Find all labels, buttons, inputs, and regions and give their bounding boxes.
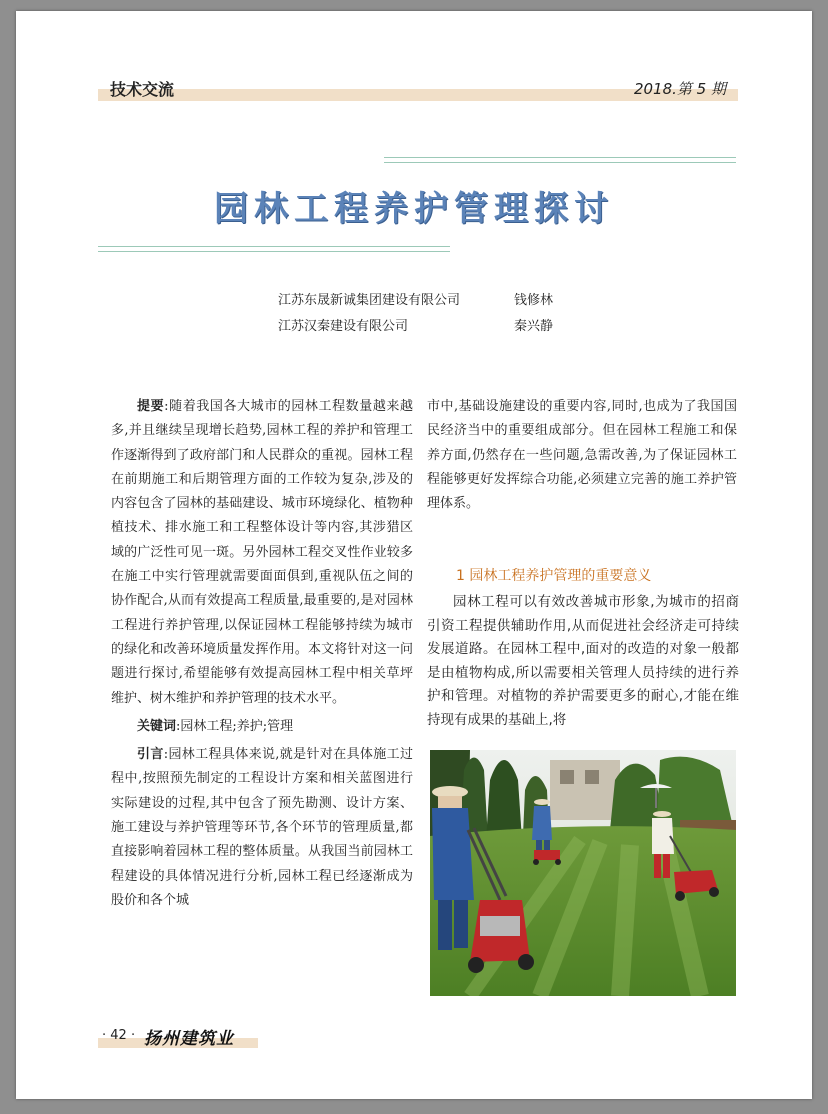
section-body [427,591,739,732]
intro-text: :园林工程具体来说,就是针对在具体施工过程中,按照预先制定的工程设计方案和相关蓝图进行实际建设的过程,其中包含了预先勘测、设计方案、施工建设与养护管理等环节,各个环节的管理质量,都直接影响着园林工程的整体质量。从我国当前园林工程建设的具体情况进行分析,园林工程已经逐渐成为股价和各个城 [111,747,413,908]
keywords-label: 关键词 [137,718,177,734]
author-org: 江苏汉秦建设有限公司 [278,319,409,334]
section-paragraph: 园林工程可以有效改善城市形象,为城市的招商引资工程提供辅助作用,从而促进社会经济走可持续发展道路。在园林工程中,面对的改造的对象一般都是由植物构成,所以需要相关管理人员持续的进行养护和管理。对植物的养护需要更多的耐心,才能在维持现有成果的基础上,将 [427,594,739,728]
lawn-mowing-photo [430,750,736,996]
section-label: 技术交流 [110,80,175,99]
title-rule-top-1 [384,157,736,158]
journal-logo: 扬州建筑业 [144,1029,234,1049]
author-org: 江苏东晟新诚集团建设有限公司 [278,293,461,308]
keywords-paragraph [111,715,413,739]
article-title: 园林工程养护管理探讨 [214,189,614,229]
author-row [278,315,618,341]
title-rule-top-2 [384,162,736,163]
intro-label: 引言 [137,747,164,763]
magazine-page [16,11,812,1099]
abstract-label: 提要 [137,399,165,414]
continuation-paragraph: 市中,基础设施建设的重要内容,同时,也成为了我国国民经济当中的重要组成部分。但在园林工程施工和保养方面,仍然存在一些问题,急需改善,为了保证园林工程能够更好发挥综合功能,必须建立完善的施工养护管理体系。 [427,399,737,512]
title-rule-bottom-1 [98,246,450,247]
page-footer [98,1028,258,1048]
right-column-continuation [427,395,737,516]
page-header [98,77,738,101]
author-row [278,289,618,315]
page-number: · 42 · [102,1028,136,1043]
author-name: 秦兴静 [514,319,554,334]
keywords-text: :园林工程;养护;管理 [176,718,294,734]
abstract-paragraph [111,395,413,711]
photo-illustration [430,750,736,996]
author-name: 钱修林 [514,293,554,308]
abstract-text: :随着我国各大城市的园林工程数量越来越多,并且继续呈现增长趋势,园林工程的养护和管理工作逐渐得到了政府部门和人民群众的重视。园林工程在前期施工和后期管理方面的工作较为复杂,涉及的内容包含了园林的基础建设、城市环境绿化、植物种植技术、排水施工和工程整体设计等内容,其涉猎区域的广泛性可见一斑。另外园林工程交叉性作业较多在施工中实行管理就需要面面俱到,重视队伍之间的协作配合,从而有效提高工程质量,最重要的,是对园林工程进行养护管理,以保证园林工程能够持续为城市的绿化和改善环境质量发挥作用。本文将针对这一问题进行探讨,希望能够有效提高园林工程中相关草坪维护、树木维护和养护管理的技术水平。 [111,399,413,706]
section-heading: 1 园林工程养护管理的重要意义 [456,568,652,584]
author-block [278,289,618,341]
left-column [111,395,413,913]
issue-label: 2018.第 5 期 [633,80,726,98]
title-rule-bottom-2 [98,251,450,252]
intro-paragraph [111,743,413,913]
